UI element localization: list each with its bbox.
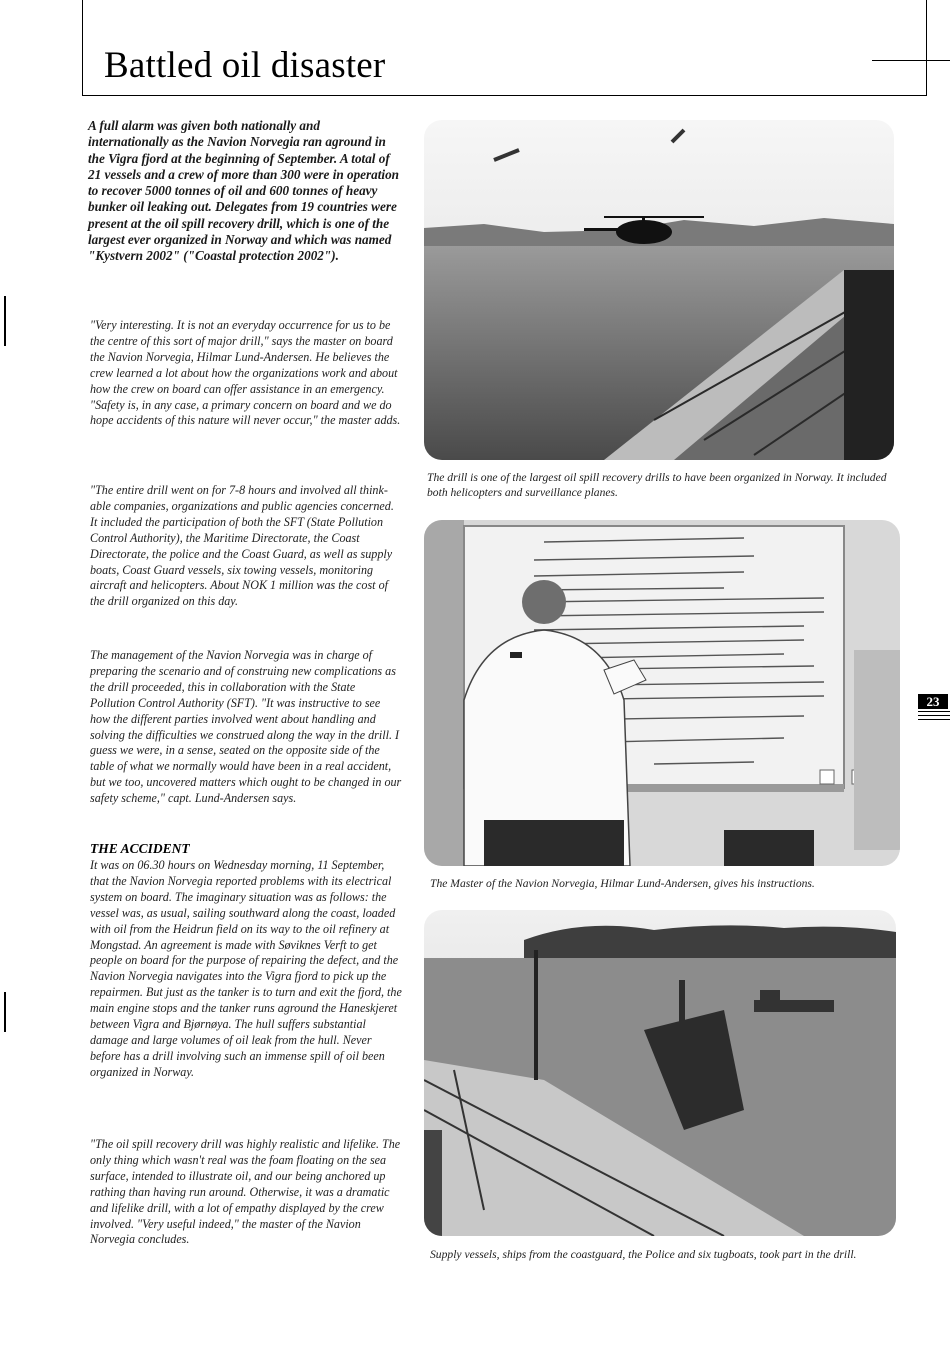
paragraph-1: "Very interesting. It is not an everyday occurrence for us to be the centre of this sort of major drill," says the master on board the Navion Norvegia, Hilmar Lund-Andersen. He believes the crew learned a lot about how the organizations work and about how the crew on board can offer assistance in an emergency. "Safety is, in any case, a primary concern on board and we do hope accidents of this nature will never occur," the master adds. [90, 318, 401, 428]
article-lead: A full alarm was given both nationally and internationally as the Navion Norvegia ran aground in the Vigra fjord at the beginning of September. A total of 21 vessels and a crew of more than 300 were in operation to recover 5000 tonnes of oil and 600 tonnes of heavy bunker oil leaking out. Delegates from 19 countries were present at the oil spill recovery drill, which is one of the largest ever organized in Norway and which was named "Kystvern 2002" ("Coastal protection 2002"). [88, 118, 400, 264]
paragraph-3: The management of the Navion Norvegia was in charge of preparing the scenario and of construing new complications as the drill proceeded, this in collaboration with the State Pollution Control Authority (SFT). "It was instructive to see how the different parties involved went about handling and solving the difficulties we construed along the way in the drill. I guess we were, in a sense, seated on the opposite side of the table of what we normally would have been in a real accident, but we too, uncovered matters which ought to be changed in our safety scheme," capt. Lund-Andersen says. [90, 648, 402, 806]
right-margin-rule [926, 0, 927, 96]
photo-2-caption: The Master of the Navion Norvegia, Hilmar Lund-Andersen, gives his instructions. [430, 877, 815, 890]
accident-paragraph: It was on 06.30 hours on Wednesday morning, 11 September, that the Navion Norvegia reported problems with its electrical system on board. The imaginary situation was as follows: the vessel was, as usual, sailing southward along the coast, loaded with oil from the Heidrun field on its way to the oil refinery at Mongstad. An agreement is made with Søviknes Verft to get people on board for the purpose of repairing the defect, and the Navion Norvegia navigates into the Vigra fjord to pick up the repairmen. But just as the tanker is to turn and exit the fjord, the main engine stops and the tanker runs aground the Haneskjeret between Vigra and Bjørnøya. The hull suffers substantial damage and large volumes of oil leak from the hull. Never before has a drill involving such an immense spill of oil been organized in Norway. [90, 858, 402, 1079]
scan-mark [4, 992, 6, 1032]
closing-paragraph: "The oil spill recovery drill was highly realistic and lifelike. The only thing which wasn't real was the foam floating on the sea surface, intended to illustrate oil, and our being anchored up rathing than having run around. Otherwise, it was a dramatic and lifelike drill, with a lot of empathy displayed by the crew involved. "Very useful indeed," the master of the Navion Norvegia concludes. [90, 1137, 401, 1247]
page-number-rule [918, 719, 950, 720]
page-number-rule [918, 715, 950, 716]
photo-1-caption: The drill is one of the largest oil spill recovery drills to have been organized in Norway. It included both helicopters and surveillance planes. [427, 471, 887, 499]
photo-3-caption: Supply vessels, ships from the coastguard, the Police and six tugboats, took part in the drill. [430, 1248, 857, 1261]
photo-master-at-whiteboard [424, 520, 900, 866]
title-rule [82, 95, 927, 96]
page-number-rule [918, 711, 950, 712]
section-heading: THE ACCIDENT [90, 841, 190, 856]
corner-tick [872, 60, 950, 61]
photo-helicopter-over-tanker [424, 120, 894, 460]
left-margin-rule [82, 0, 83, 96]
page-number: 23 [918, 694, 948, 709]
scan-mark [4, 296, 6, 346]
page-title: Battled oil disaster [104, 45, 386, 86]
photo-supply-vessels [424, 910, 896, 1236]
paragraph-2: "The entire drill went on for 7-8 hours and involved all think-able companies, organizations and public agencies concerned. It included the participation of both the SFT (State Pollution Control Authority), the Maritime Directorate, the Coast Directorate, the police and the Coast Guard, as well as supply boats, Coast Guard vessels, six towing vessels, monitoring aircraft and helicopters. About NOK 1 million was the cost of the drill organized on this day. [90, 483, 394, 609]
